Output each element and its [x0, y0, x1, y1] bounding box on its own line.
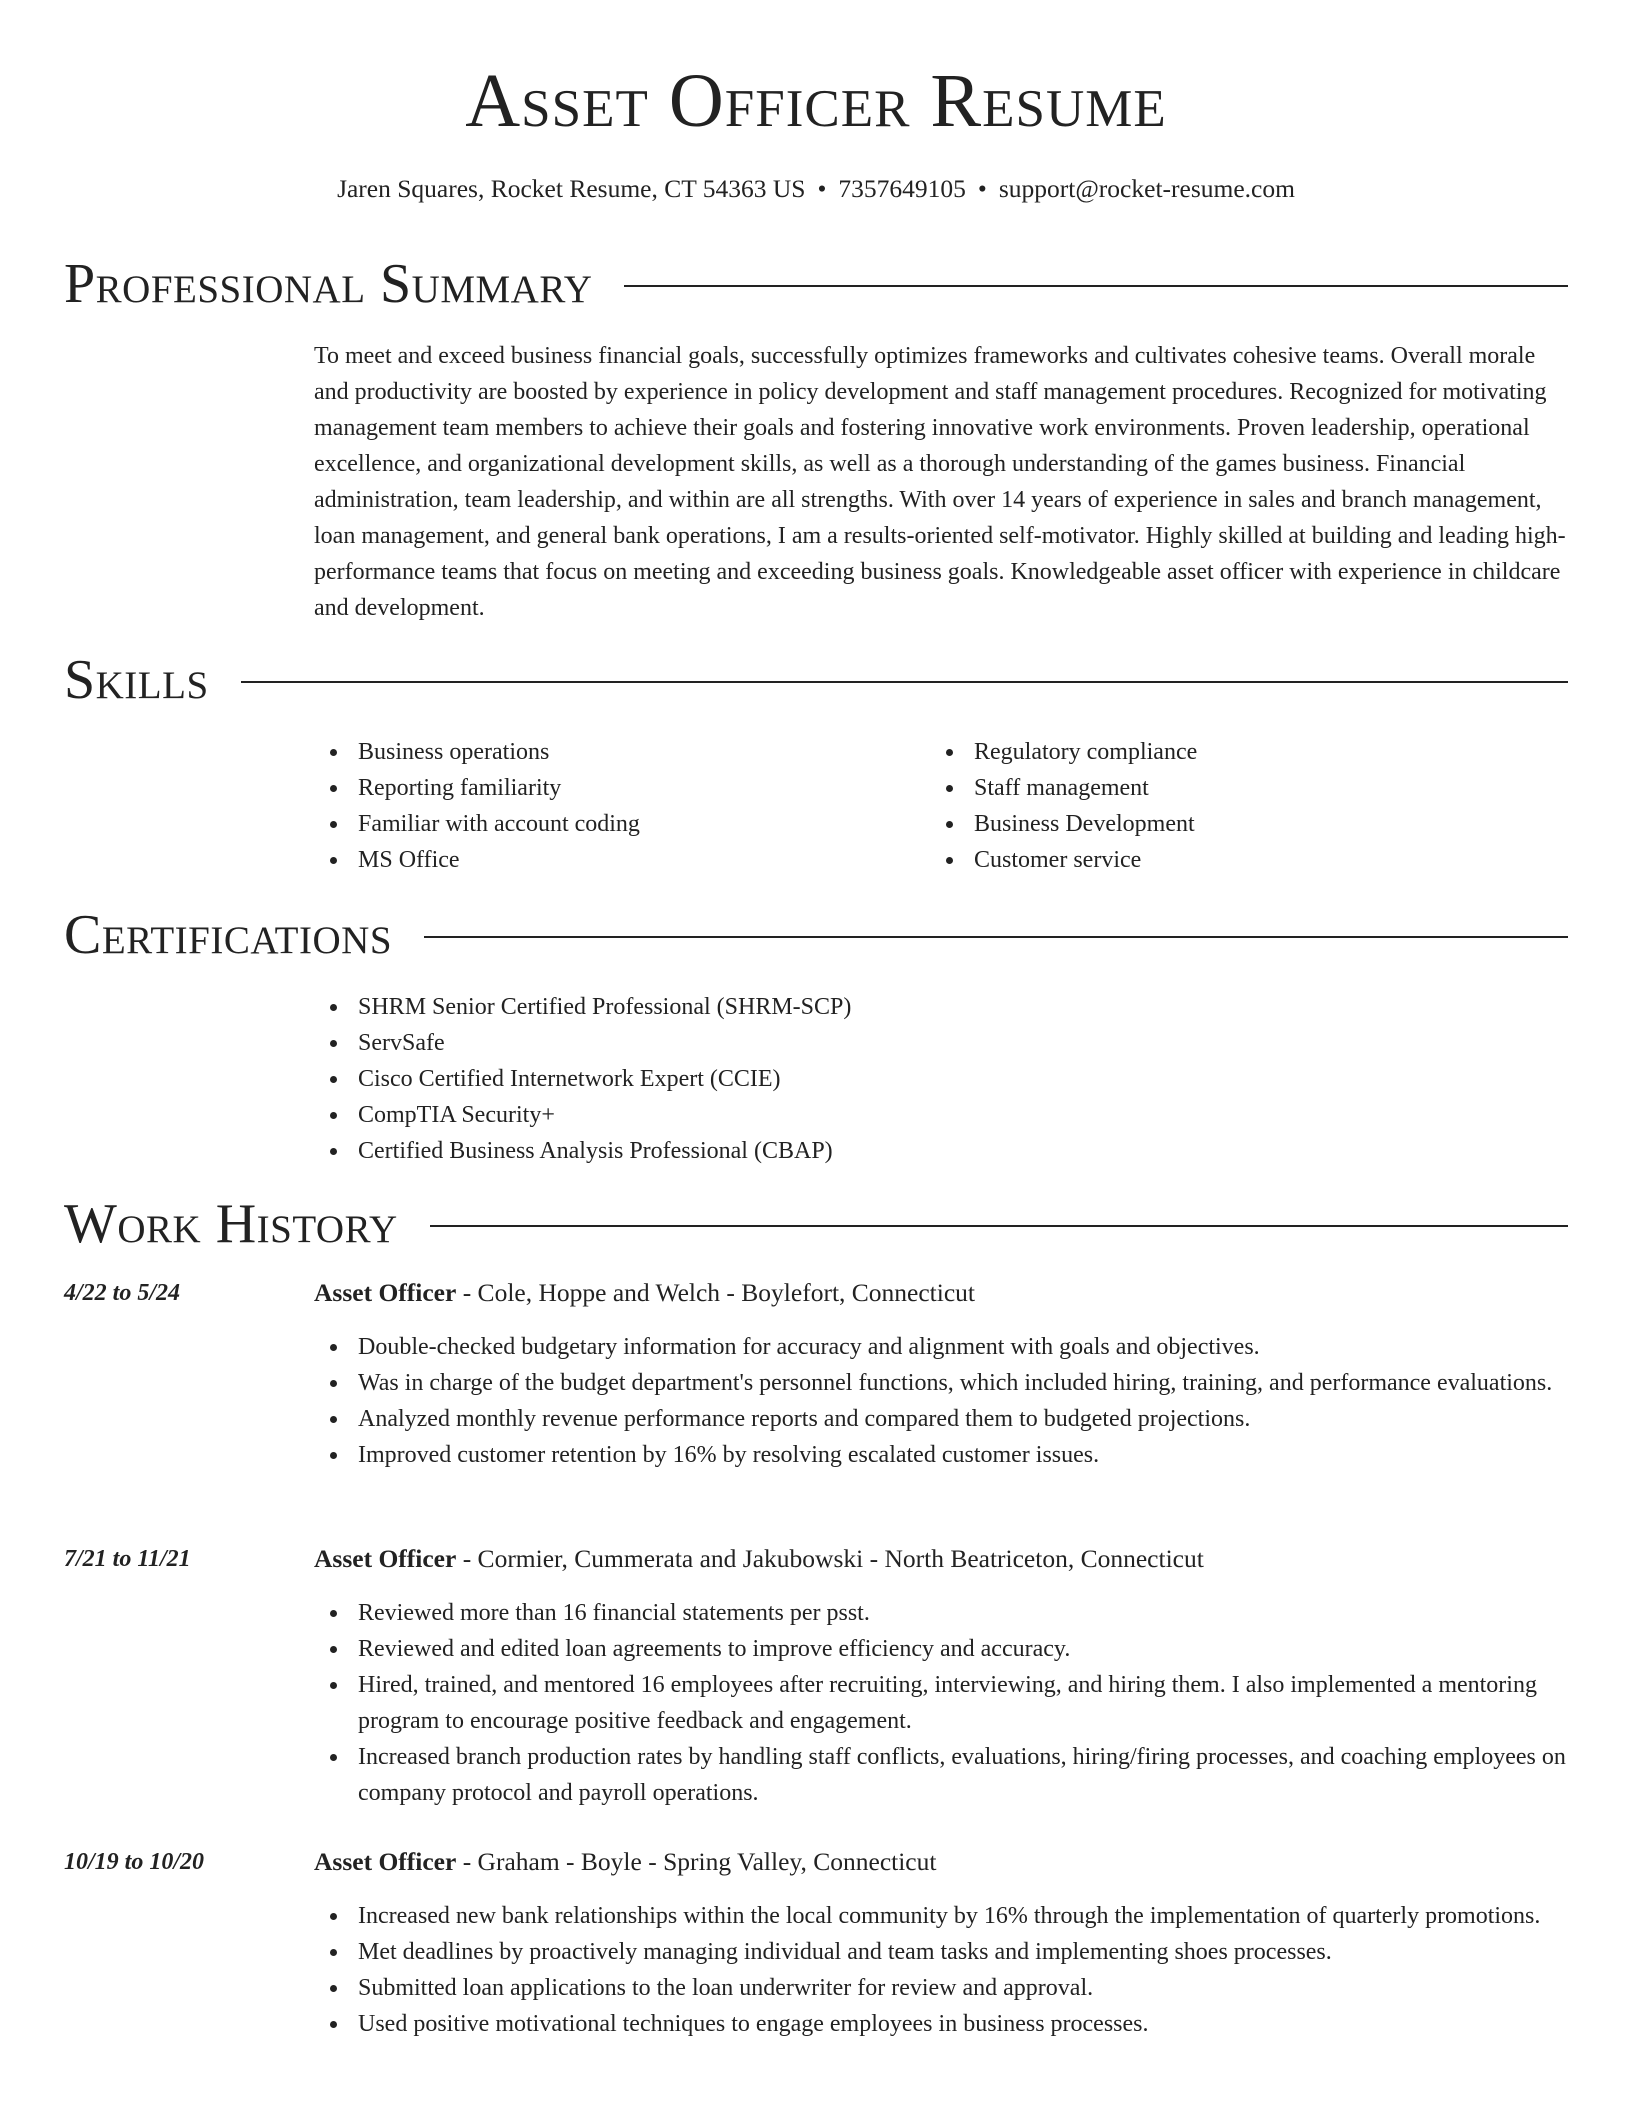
- job-title-line: [314, 1541, 1204, 1577]
- skills-column-left: [314, 734, 930, 878]
- summary-heading: Professional Summary: [64, 253, 593, 315]
- contact-address: Jaren Squares, Rocket Resume, CT 54363 US: [337, 174, 806, 203]
- certification-item: Certified Business Analysis Professional (CBAP): [314, 1133, 1570, 1169]
- job-bullet: Met deadlines by proactively managing individual and team tasks and implementing shoes processes.: [314, 1934, 1570, 1970]
- section-divider: [624, 285, 1568, 287]
- certifications-list: [314, 989, 1570, 1169]
- job-bullet: Double-checked budgetary information for accuracy and alignment with goals and objectives.: [314, 1329, 1570, 1365]
- job-bullet: Improved customer retention by 16% by resolving escalated customer issues.: [314, 1437, 1570, 1473]
- skill-item: Reporting familiarity: [314, 770, 930, 806]
- job-title: Asset Officer: [314, 1847, 457, 1876]
- skill-item: Familiar with account coding: [314, 806, 930, 842]
- page-title: Asset Officer Resume: [465, 59, 1167, 143]
- job-bullet: Reviewed and edited loan agreements to improve efficiency and accuracy.: [314, 1631, 1570, 1667]
- contact-separator: •: [977, 174, 987, 203]
- summary-section-heading: [64, 251, 1568, 317]
- job-employer: - Cole, Hoppe and Welch - Boylefort, Connecticut: [456, 1278, 975, 1307]
- section-divider: [424, 936, 1568, 938]
- skill-item: MS Office: [314, 842, 930, 878]
- job-bullet: Hired, trained, and mentored 16 employees after recruiting, interviewing, and hiring them. I also implemented a mentoring program to encourage positive feedback and engagement.: [314, 1667, 1570, 1739]
- job-bullets: [314, 1595, 1570, 1811]
- certification-item: CompTIA Security+: [314, 1097, 1570, 1133]
- job-bullet: Was in charge of the budget department's personnel functions, which included hiring, training, and performance evaluations.: [314, 1365, 1570, 1401]
- section-divider: [241, 681, 1568, 683]
- skills-column-right: [930, 734, 1546, 878]
- job-title: Asset Officer: [314, 1544, 457, 1573]
- contact-email: support@rocket-resume.com: [998, 174, 1295, 203]
- job-date: 4/22 to 5/24: [64, 1280, 181, 1306]
- contact-separator: •: [817, 174, 827, 203]
- work-history-heading: Work History: [64, 1193, 398, 1255]
- skills-list: [314, 734, 1570, 878]
- skill-item: Business Development: [930, 806, 1546, 842]
- skill-item: Staff management: [930, 770, 1546, 806]
- skill-item: Customer service: [930, 842, 1546, 878]
- contact-line: [0, 174, 1632, 204]
- summary-text: To meet and exceed business financial goals, successfully optimizes frameworks and cultivates cohesive teams. Overall morale and productivity are boosted by experience in policy development and staff management procedures. Recognized for motivating management team members to achieve their goals and fostering innovative work environments. Proven leadership, operational excellence, and organizational development skills, as well as a thorough understanding of the games business. Financial administration, team leadership, and within are all strengths. With over 14 years of experience in sales and branch management, loan management, and general bank operations, I am a results-oriented self-motivator. Highly skilled at building and leading high-performance teams that focus on meeting and exceeding business goals. Knowledgeable asset officer with experience in childcare and development.: [314, 343, 1566, 621]
- skills-heading: Skills: [64, 649, 209, 711]
- certification-item: ServSafe: [314, 1025, 1570, 1061]
- skill-item: Regulatory compliance: [930, 734, 1546, 770]
- job-bullet: Used positive motivational techniques to engage employees in business processes.: [314, 2006, 1570, 2042]
- job-bullets: [314, 1329, 1570, 1473]
- job-bullet: Increased new bank relationships within the local community by 16% through the implementation of quarterly promotions.: [314, 1898, 1570, 1934]
- certification-item: SHRM Senior Certified Professional (SHRM-SCP): [314, 989, 1570, 1025]
- job-title: Asset Officer: [314, 1278, 457, 1307]
- job-title-line: [314, 1844, 936, 1880]
- skill-item: Business operations: [314, 734, 930, 770]
- job-title-line: [314, 1275, 975, 1311]
- certifications-section-heading: [64, 902, 1568, 968]
- certifications-heading: Certifications: [64, 904, 393, 966]
- job-date: 10/19 to 10/20: [64, 1849, 205, 1875]
- job-date: 7/21 to 11/21: [64, 1546, 191, 1572]
- job-bullet: Submitted loan applications to the loan underwriter for review and approval.: [314, 1970, 1570, 2006]
- contact-phone: 7357649105: [838, 174, 966, 203]
- job-bullets: [314, 1898, 1570, 2042]
- section-divider: [430, 1225, 1568, 1227]
- job-employer: - Graham - Boyle - Spring Valley, Connecticut: [456, 1847, 937, 1876]
- job-bullet: Increased branch production rates by handling staff conflicts, evaluations, hiring/firing processes, and coaching employees on company protocol and payroll operations.: [314, 1739, 1570, 1811]
- job-bullet: Reviewed more than 16 financial statements per psst.: [314, 1595, 1570, 1631]
- certification-item: Cisco Certified Internetwork Expert (CCIE): [314, 1061, 1570, 1097]
- skills-section-heading: [64, 647, 1568, 713]
- work-history-section-heading: [64, 1191, 1568, 1257]
- job-bullet: Analyzed monthly revenue performance reports and compared them to budgeted projections.: [314, 1401, 1570, 1437]
- job-employer: - Cormier, Cummerata and Jakubowski - North Beatriceton, Connecticut: [456, 1544, 1204, 1573]
